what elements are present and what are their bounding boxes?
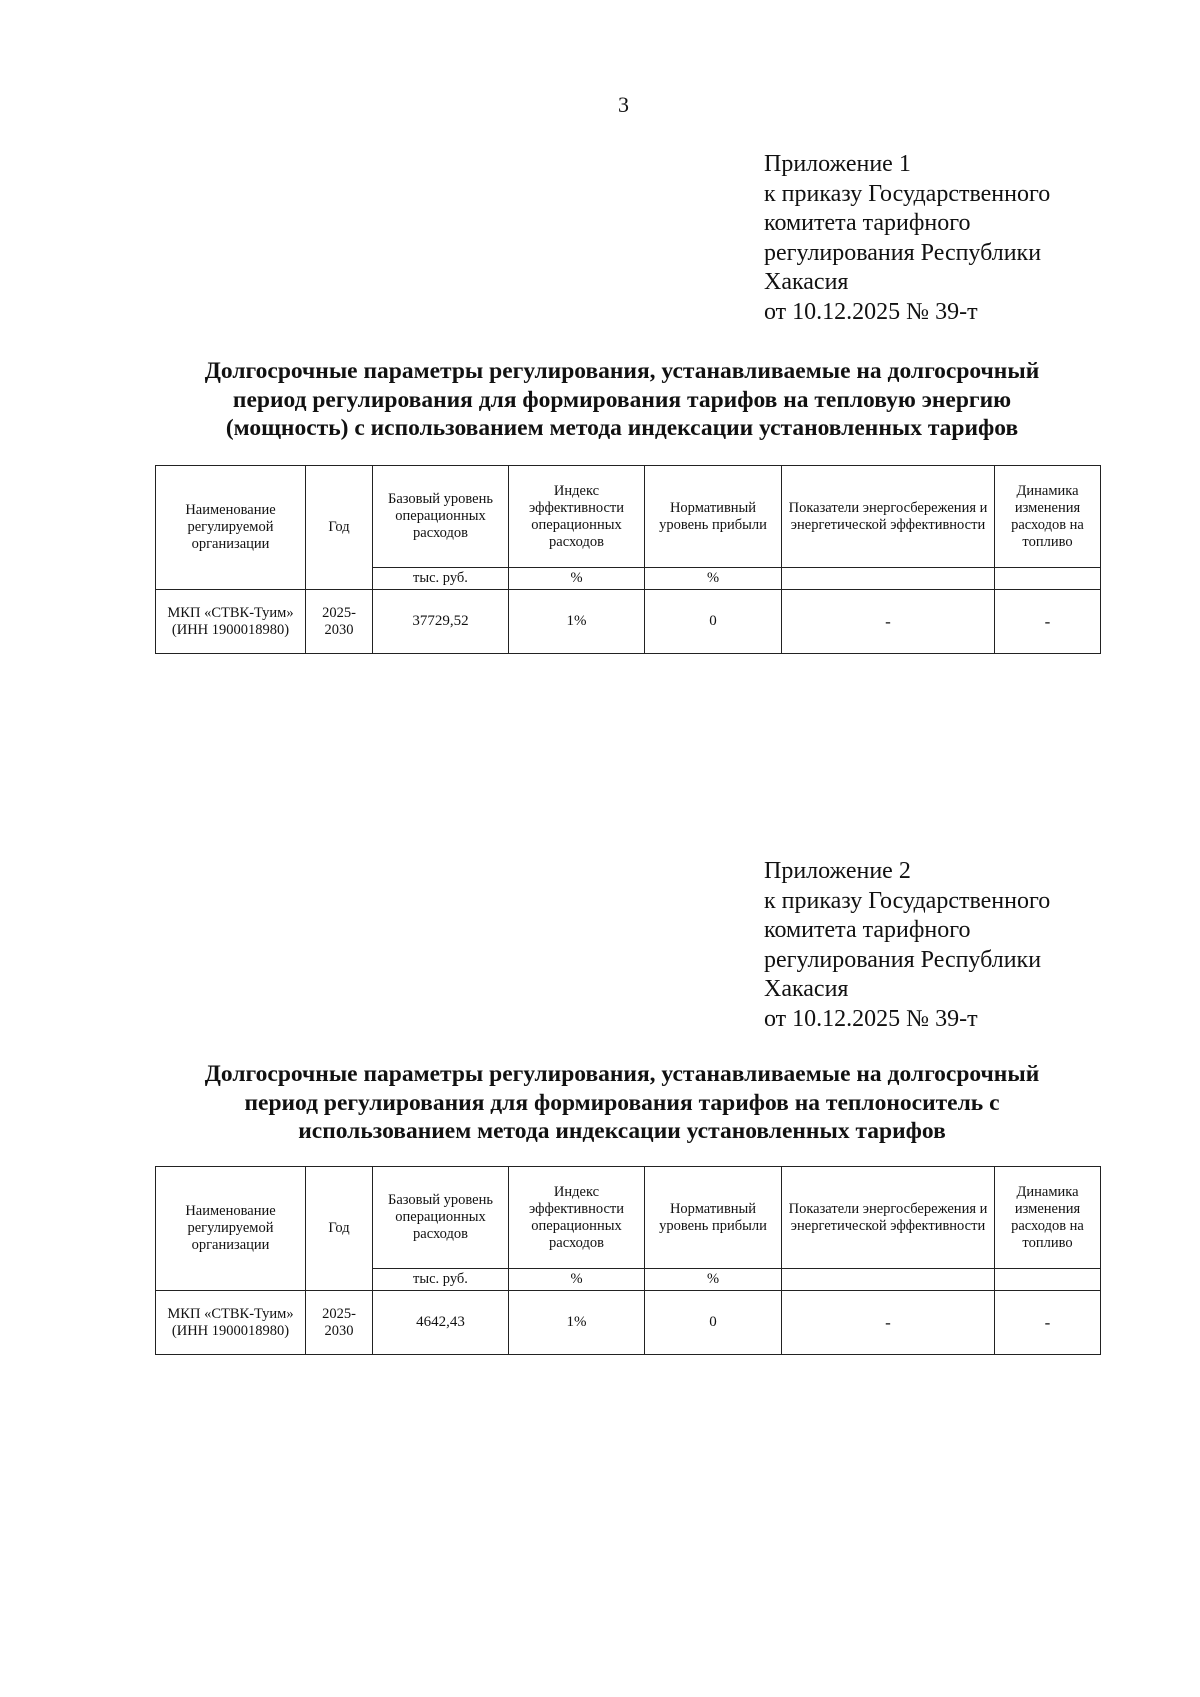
cell-profit: 0 xyxy=(645,590,782,654)
cell-efficiency-index: 1% xyxy=(509,1291,645,1355)
title-2-line: период регулирования для формирования тарифов на теплоноситель с xyxy=(244,1089,1000,1116)
table-row xyxy=(156,590,1101,654)
cell-energy-saving: - xyxy=(782,590,995,654)
title-1-line: период регулирования для формирования тарифов на тепловую энергию xyxy=(232,386,1012,413)
annex-2-line: комитета тарифного xyxy=(764,917,971,943)
header-base-cost: Базовый уровень операционных расходов xyxy=(373,1167,509,1269)
table-row xyxy=(156,1291,1101,1355)
annex-2-line: регулирования Республики xyxy=(764,946,1042,973)
annex-1-line: к приказу Государственного xyxy=(764,180,1051,207)
header-base-cost: Базовый уровень операционных расходов xyxy=(373,466,509,568)
header-org: Наименование регулируемой организации xyxy=(156,466,306,590)
annex-2-line: Хакасия xyxy=(764,976,849,1002)
page-number: 3 xyxy=(618,92,629,117)
header-efficiency-index: Индекс эффективности операционных расходов xyxy=(509,466,645,568)
annex-2-line: от 10.12.2025 № 39-т xyxy=(764,1005,978,1032)
cell-year: 2025-2030 xyxy=(306,590,373,654)
cell-year: 2025-2030 xyxy=(306,1291,373,1355)
unit-base-cost: тыс. руб. xyxy=(373,1269,509,1291)
annex-1-line: Хакасия xyxy=(764,269,849,295)
unit-profit: % xyxy=(645,568,782,590)
unit-efficiency-index: % xyxy=(509,1269,645,1291)
header-org: Наименование регулируемой организации xyxy=(156,1167,306,1291)
annex-1-header xyxy=(764,150,1050,327)
cell-profit: 0 xyxy=(645,1291,782,1355)
cell-base-cost: 37729,52 xyxy=(373,590,509,654)
table-2-title xyxy=(150,1060,1094,1146)
unit-energy-saving xyxy=(782,568,995,590)
header-year: Год xyxy=(306,466,373,590)
header-fuel-dynamics: Динамика изменения расходов на топливо xyxy=(995,1167,1101,1269)
unit-fuel-dynamics xyxy=(995,568,1101,590)
title-1-line: (мощность) с использованием метода индексации установленных тарифов xyxy=(225,415,1019,441)
cell-energy-saving: - xyxy=(782,1291,995,1355)
title-2-line: Долгосрочные параметры регулирования, устанавливаемые на долгосрочный xyxy=(204,1061,1040,1087)
annex-1-line: комитета тарифного xyxy=(764,210,971,236)
cell-org: МКП «СТВК-Туим» (ИНН 1900018980) xyxy=(156,590,306,654)
header-efficiency-index: Индекс эффективности операционных расходов xyxy=(509,1167,645,1269)
header-profit: Нормативный уровень прибыли xyxy=(645,466,782,568)
annex-2-line: к приказу Государственного xyxy=(764,887,1051,914)
annex-1-line: Приложение 1 xyxy=(764,151,911,177)
unit-efficiency-index: % xyxy=(509,568,645,590)
unit-energy-saving xyxy=(782,1269,995,1291)
header-year: Год xyxy=(306,1167,373,1291)
cell-base-cost: 4642,43 xyxy=(373,1291,509,1355)
annex-2-line: Приложение 2 xyxy=(764,858,911,884)
unit-base-cost: тыс. руб. xyxy=(373,568,509,590)
title-1-line: Долгосрочные параметры регулирования, устанавливаемые на долгосрочный xyxy=(204,358,1040,384)
parameters-table-2 xyxy=(155,1166,1101,1355)
unit-fuel-dynamics xyxy=(995,1269,1101,1291)
header-profit: Нормативный уровень прибыли xyxy=(645,1167,782,1269)
header-energy-saving: Показатели энергосбережения и энергетической эффективности xyxy=(782,1167,995,1269)
cell-fuel-dynamics: - xyxy=(995,1291,1101,1355)
cell-efficiency-index: 1% xyxy=(509,590,645,654)
cell-fuel-dynamics: - xyxy=(995,590,1101,654)
header-energy-saving: Показатели энергосбережения и энергетической эффективности xyxy=(782,466,995,568)
title-2-line: использованием метода индексации установленных тарифов xyxy=(298,1118,946,1144)
unit-profit: % xyxy=(645,1269,782,1291)
parameters-table-1 xyxy=(155,465,1101,654)
cell-org: МКП «СТВК-Туим» (ИНН 1900018980) xyxy=(156,1291,306,1355)
annex-2-header xyxy=(764,857,1050,1034)
header-fuel-dynamics: Динамика изменения расходов на топливо xyxy=(995,466,1101,568)
table-header-row xyxy=(156,466,1101,568)
table-header-row xyxy=(156,1167,1101,1269)
table-1-title xyxy=(150,357,1094,443)
annex-1-line: регулирования Республики xyxy=(764,239,1042,266)
annex-1-line: от 10.12.2025 № 39-т xyxy=(764,298,978,325)
